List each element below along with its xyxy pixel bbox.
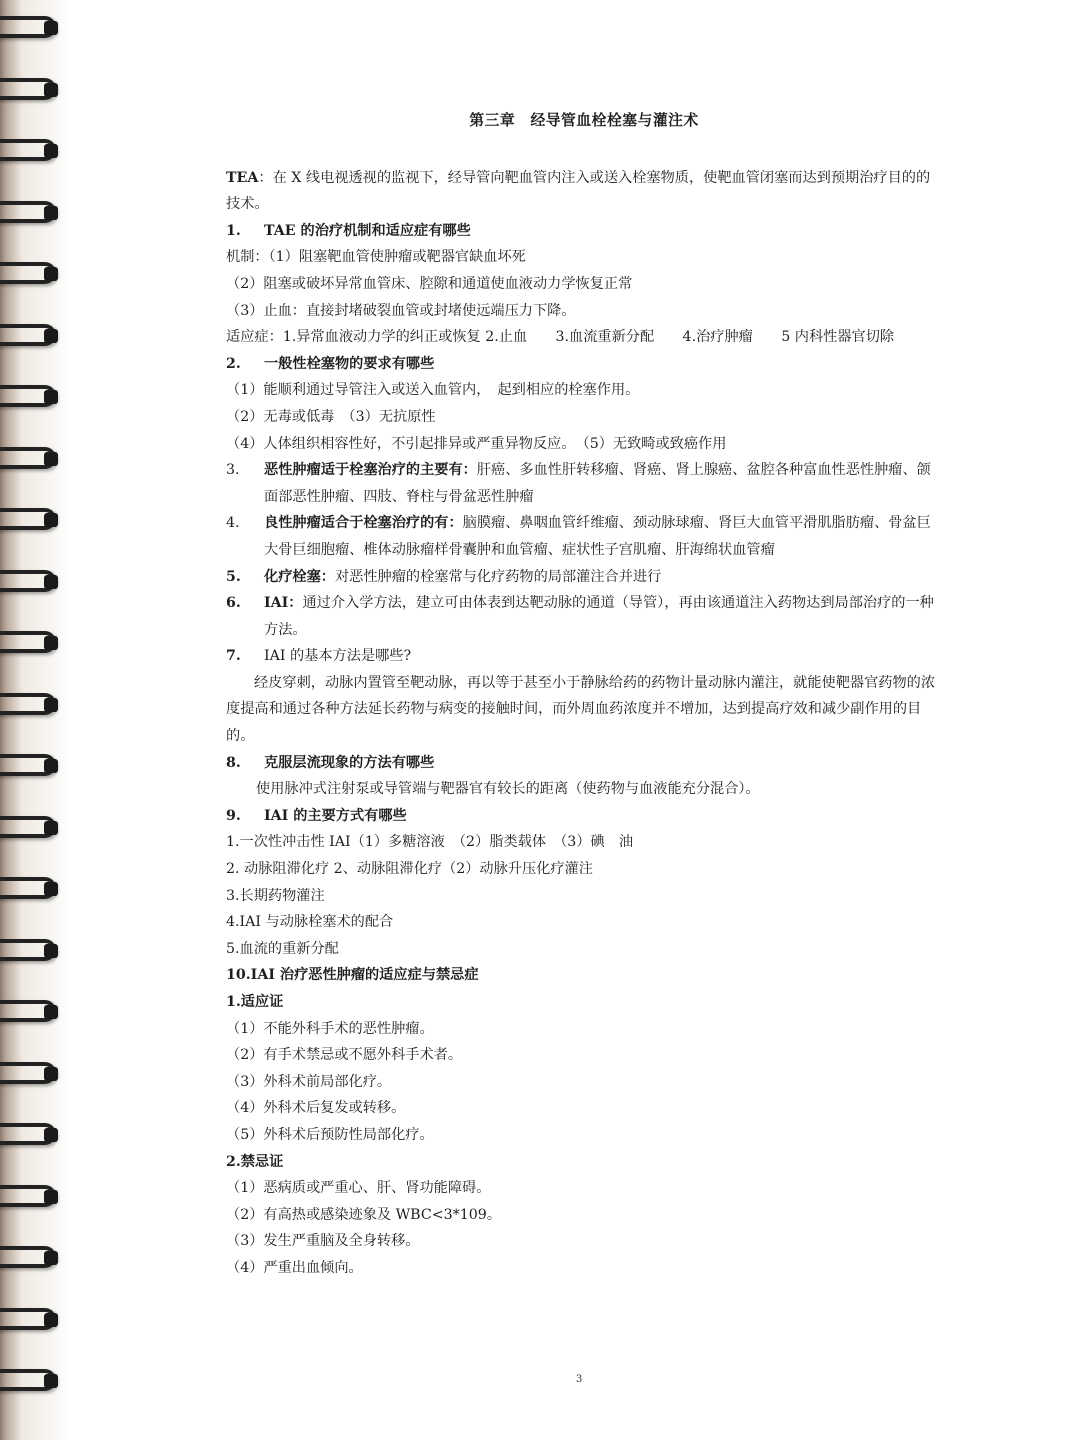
punch-hole xyxy=(44,1067,58,1081)
contraindication-item: （2）有高热或感染迹象及 WBC<3*109。 xyxy=(226,1206,502,1223)
section-title: 一般性栓塞物的要求有哪些 xyxy=(264,355,435,372)
indication-item: （3）外科术前局部化疗。 xyxy=(226,1073,392,1090)
punch-hole xyxy=(44,882,58,896)
section-body xyxy=(264,457,942,510)
punch-hole xyxy=(44,1313,58,1327)
spiral-ring xyxy=(0,1244,70,1274)
punch-hole xyxy=(44,1374,58,1388)
punch-hole xyxy=(44,1251,58,1265)
punch-hole xyxy=(44,1128,58,1142)
section-sep: ： xyxy=(320,568,335,585)
spiral-ring xyxy=(0,998,70,1028)
section-title: 克服层流现象的方法有哪些 xyxy=(264,754,435,771)
contraindication-item: （4）严重出血倾向。 xyxy=(226,1259,363,1276)
section-2-heading xyxy=(226,351,942,378)
tea-text: 在 X 线电视透视的监视下，经导管向靶血管内注入或送入栓塞物质，使靶血管闭塞而达到预期治疗目的的技术。 xyxy=(226,169,931,213)
punch-hole xyxy=(44,329,58,343)
s9-line: 2. 动脉阻滞化疗 2、动脉阻滞化疗（2）动脉升压化疗灌注 xyxy=(226,861,593,878)
indication-item: （1）不能外科手术的恶性肿瘤。 xyxy=(226,1020,434,1037)
s2-line: （4）人体组织相容性好，不引起排异或严重异物反应。 （5）无致畸或致癌作用 xyxy=(226,435,727,452)
spiral-ring xyxy=(0,1367,70,1397)
section-number: 3. xyxy=(226,462,240,479)
section-title: 良性肿瘤适合于栓塞治疗的有 xyxy=(264,515,449,532)
section-text: 对恶性肿瘤的栓塞常与化疗药物的局部灌注合并进行 xyxy=(334,568,662,585)
spiral-ring xyxy=(0,568,70,598)
s1-line: 适应症：1.异常血液动力学的纠正或恢复 2.止血 3.血流重新分配 4.治疗肿瘤 5 内科性器官切除 xyxy=(226,329,895,346)
section-4 xyxy=(226,510,942,563)
spiral-ring xyxy=(0,875,70,905)
spiral-ring xyxy=(0,752,70,782)
section-10-heading: 10.IAI 治疗恶性肿瘤的适应症与禁忌症 xyxy=(226,967,479,984)
section-number: 6. xyxy=(226,595,241,612)
punch-hole xyxy=(44,390,58,404)
section-number: 4. xyxy=(226,515,240,532)
spiral-ring xyxy=(0,199,70,229)
indication-item: （2）有手术禁忌或不愿外科手术者。 xyxy=(226,1047,463,1064)
punch-hole xyxy=(44,698,58,712)
s2-line: （2）无毒或低毒 （3）无抗原性 xyxy=(226,408,436,425)
section-sep: ： xyxy=(448,515,463,532)
section-sep: ： xyxy=(288,595,303,612)
spiral-ring xyxy=(0,322,70,352)
section-title: IAI 的主要方式有哪些 xyxy=(264,807,407,824)
section-number: 7. xyxy=(226,648,241,665)
punch-hole xyxy=(44,83,58,97)
section-9-heading xyxy=(226,803,942,830)
page-number: 3 xyxy=(576,1374,583,1385)
section-number: 5. xyxy=(226,568,241,585)
spiral-ring xyxy=(0,76,70,106)
section-6 xyxy=(226,590,942,643)
punch-hole xyxy=(44,636,58,650)
punch-hole xyxy=(44,759,58,773)
punch-hole xyxy=(44,144,58,158)
section-title: IAI xyxy=(264,595,289,612)
section-sep: ： xyxy=(462,462,477,479)
contraindication-item: （3）发生严重脑及全身转移。 xyxy=(226,1233,420,1250)
s2-line: （1）能顺利通过导管注入或送入血管内， 起到相应的栓塞作用。 xyxy=(226,382,640,399)
section-title: 恶性肿瘤适于栓塞治疗的主要有 xyxy=(264,462,463,479)
s9-line: 3.长期药物灌注 xyxy=(226,887,325,904)
punch-hole xyxy=(44,452,58,466)
section-1-heading xyxy=(226,218,942,245)
contraindications-title: 2.禁忌证 xyxy=(226,1153,284,1170)
section-title: 化疗栓塞 xyxy=(264,568,321,585)
tea-definition xyxy=(226,165,942,218)
punch-hole xyxy=(44,821,58,835)
section-number: 8. xyxy=(226,754,241,771)
section-title: TAE 的治疗机制和适应症有哪些 xyxy=(264,222,471,239)
spiral-ring xyxy=(0,137,70,167)
spiral-ring xyxy=(0,937,70,967)
indication-item: （4）外科术后复发或转移。 xyxy=(226,1100,406,1117)
punch-hole xyxy=(44,21,58,35)
spiral-ring xyxy=(0,1183,70,1213)
s8-paragraph: 使用脉冲式注射泵或导管端与靶器官有较长的距离（使药物与血液能充分混合）。 xyxy=(256,781,760,798)
section-7-heading xyxy=(226,643,942,670)
section-5 xyxy=(226,564,942,591)
chapter-title: 第三章 经导管血栓栓塞与灌注术 xyxy=(469,112,699,129)
s1-line: 机制：（1）阻塞靶血管使肿瘤或靶器官缺血坏死 xyxy=(226,249,526,266)
spiral-binding xyxy=(0,0,72,1440)
s7-paragraph: 经皮穿刺，动脉内置管至靶动脉，再以等于甚至小于静脉给药的药物计量动脉内灌注，就能使靶器官药物的浓度提高和通过各种方法延长药物与病变的接触时间，而外周血药浓度并不增加，达到提高疗效和减少副作用的目的。 xyxy=(226,674,936,745)
section-number: 1. xyxy=(226,222,241,239)
spiral-ring xyxy=(0,383,70,413)
section-8-heading xyxy=(226,750,942,777)
spiral-ring xyxy=(0,260,70,290)
punch-hole xyxy=(44,267,58,281)
punch-hole xyxy=(44,1005,58,1019)
punch-hole xyxy=(44,575,58,589)
spiral-ring xyxy=(0,629,70,659)
spiral-ring xyxy=(0,1306,70,1336)
contraindication-item: （1）恶病质或严重心、肝、肾功能障碍。 xyxy=(226,1180,491,1197)
indications-title: 1.适应证 xyxy=(226,994,284,1010)
tea-sep: ： xyxy=(258,169,273,186)
punch-hole xyxy=(44,513,58,527)
spiral-ring xyxy=(0,506,70,536)
indication-item: （5）外科术后预防性局部化疗。 xyxy=(226,1126,434,1143)
section-number: 2. xyxy=(226,355,241,372)
spiral-ring xyxy=(0,691,70,721)
spiral-ring xyxy=(0,1060,70,1090)
section-title: IAI 的基本方法是哪些? xyxy=(264,648,412,665)
s9-line: 4.IAI 与动脉栓塞术的配合 xyxy=(226,914,394,931)
s9-line: 1.一次性冲击性 IAI（1）多糖溶液 （2）脂类载体 （3）碘 油 xyxy=(226,834,634,851)
section-number: 9. xyxy=(226,807,241,824)
spiral-ring xyxy=(0,814,70,844)
section-text: 通过介入学方法，建立可由体表到达靶动脉的通道（导管），再由该通道注入药物达到局部治疗的一种方法。 xyxy=(264,595,934,638)
section-body xyxy=(264,564,942,591)
tea-term: TEA xyxy=(226,169,259,186)
s1-line: （2）阻塞或破坏异常血管床、腔隙和通道使血液动力学恢复正常 xyxy=(226,275,633,292)
document-page xyxy=(226,108,942,1282)
spiral-ring xyxy=(0,445,70,475)
section-body xyxy=(264,510,942,563)
section-text: 脑膜瘤、鼻咽血管纤维瘤、颈动脉球瘤、肾巨大血管平滑肌脂肪瘤、骨盆巨大骨巨细胞瘤、椎体动脉瘤样骨囊肿和血管瘤、症状性子宫肌瘤、肝海绵状血管瘤 xyxy=(264,515,931,558)
punch-hole xyxy=(44,1190,58,1204)
punch-hole xyxy=(44,944,58,958)
s9-line: 5.血流的重新分配 xyxy=(226,940,339,957)
section-text: 肝癌、多血性肝转移瘤、肾癌、肾上腺癌、盆腔各种富血性恶性肿瘤、颌面部恶性肿瘤、四肢、脊柱与骨盆恶性肿瘤 xyxy=(264,462,931,505)
section-body xyxy=(264,590,942,643)
spiral-ring xyxy=(0,1121,70,1151)
section-3 xyxy=(226,457,942,510)
punch-hole xyxy=(44,206,58,220)
s1-line: （3）止血：直接封堵破裂血管或封堵使远端压力下降。 xyxy=(226,302,576,319)
spiral-ring xyxy=(0,14,70,44)
